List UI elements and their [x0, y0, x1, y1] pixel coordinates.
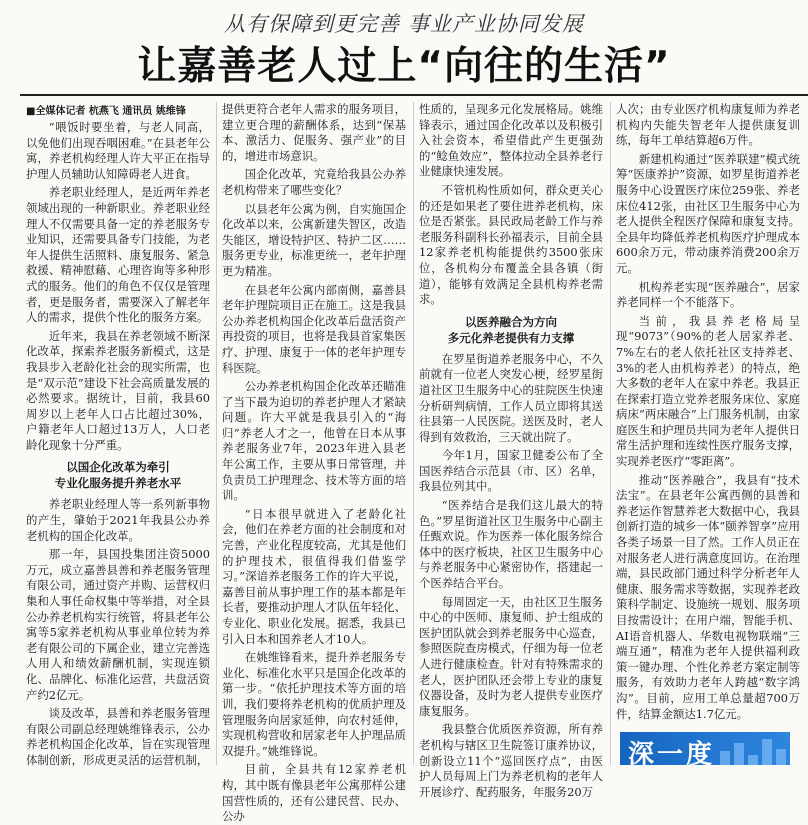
paragraph: 国企化改革，究竟给我县公办养老机构带来了哪些变化？ — [222, 167, 406, 197]
article-column-1 — [26, 102, 210, 765]
paragraph: 我县整合优质医养资源，所有养老机构与辖区卫生院签订康养协议，创新设立11个“巡回医疗点”，由医护人员每周上门为养老机构的老年人开展诊疗、配药服务，年服务20万 — [419, 722, 603, 799]
paragraph: 在姚维锋看来，提升养老服务专业化、标准化水平只是国企化改革的第一步。“依托护理技术等方面的培训，我们要将养老机构的优质护理及管理服务向居家延伸，向农村延伸，实现机构营收和居家老年人护理品质双提升。”姚维锋说。 — [222, 650, 406, 758]
paragraph: 新建机构通过“医养联建”模式统筹“医康养护”资源，如罗星街道养老服务中心设置医疗床位259张、养老床位412张，由社区卫生服务中心为老人提供全程医疗保障和康复支持。全县年均降低养老机构医疗护理成本600余万元，带动康养消费200余万元。 — [616, 151, 800, 275]
column-divider — [610, 102, 611, 765]
paragraph: 以县老年公寓为例，自实施国企化改革以来，公寓新建失智区，改造失能区，增设特护区、特护二区……服务更专业，标准更统一，老年护理更为精准。 — [222, 201, 406, 278]
article-column-4 — [616, 102, 800, 730]
paragraph: 人次；由专业医疗机构康复师为养老机构内失能失智老年人提供康复训练，每年工单结算超6万件。 — [616, 102, 800, 148]
paragraph: 不管机构性质如何，群众更关心的还是如果老了要住进养老机构，床位是否紧张。县民政局老龄工作与养老服务科副科长孙福表示，目前全县12家养老机构能提供约3500张床位，各机构分布覆盖全县各镇（街道），能够有效满足全县机构养老需求。 — [419, 182, 603, 307]
header-rule — [20, 94, 808, 96]
paragraph: 机构养老实现“医养融合”，居家养老同样一个不能落下。 — [616, 279, 800, 310]
paragraph: “医养结合是我们这儿最大的特色。”罗星街道社区卫生服务中心副主任甄欢说。作为医养一体化服务综合体中的医疗板块，社区卫生服务中心与养老服务中心紧密协作，搭建起一个医养结合平台。 — [419, 498, 603, 591]
paragraph: 那一年，县国投集团注资5000万元，成立嘉善县善和养老服务管理有限公司，通过资产并购、运营权归集和人事任命权集中等举措，对全县公办养老机构实行统管，将县老年公寓等5家养老机构从事业单位转为养老有限公司的下属企业，建立完善选人用人和绩效薪酬机制，实现连锁化、品牌化、标准化运营，共盘活资产约2亿元。 — [26, 547, 210, 702]
paragraph: 近年来，我县在养老领域不断深化改革，探索养老服务新模式，这是我县步入老龄化社会的现实所需，也是“双示范”建设下社会高质量发展的必然要求。据统计，目前，我县60周岁以上老年人口占比超过30%，户籍老年人口超过13万人，人口老龄化现象十分严重。 — [26, 328, 210, 452]
article-column-3 — [419, 102, 603, 799]
column-divider — [413, 102, 414, 765]
column-divider — [216, 102, 217, 765]
paragraph: 在县老年公寓内部南侧，嘉善县老年护理院项目正在施工。这是我县公办养老机构国企化改革后盘活资产再投资的项目，也将是我县首家集医疗、护理、康复于一体的老年护理专科医院。 — [222, 282, 406, 375]
article-column-2 — [222, 102, 406, 824]
paragraph: 公办养老机构国企化改革还瞄准了当下最为迫切的养老护理人才紧缺问题。许大平就是我县引入的“海归”养老人才之一，他曾在日本从事养老服务业7年，2023年进入县老年公寓工作，主要从事日常管理，并负责员工护理理念、技术等方面的培训。 — [222, 379, 406, 503]
paragraph: 当前，我县养老格局呈现“9073”（90%的老人居家养老、7%左右的老人依托社区支持养老、3%的老人由机构养老）的特点，绝大多数的老年人在家中养老。我县正在探索打造立党养老服务床位、家庭病床“两床融合”上门服务机制，由家庭医生和护理员共同为老年人提供日常生活护理和连续性医疗服务支撑，实现养老医疗“零距离”。 — [616, 313, 800, 469]
section-badge — [620, 732, 790, 770]
paragraph: 提供更符合老年人需求的服务项目，建立更合理的薪酬体系，达到“保基本、激活力、促服务、强产业”的目的，增进市场意识。 — [222, 102, 406, 163]
headline: 让嘉善老人过上“向往的生活” — [137, 44, 671, 89]
paragraph: 目前，全县共有12家养老机构，其中既有像县老年公寓那样公建国营性质的，还有公建民营、民办、公办 — [222, 762, 406, 824]
paragraph: “喂饭时要坐着，与老人同高，以免他们出现吞咽困难。”在县老年公寓，养老机构经理人许大平正在指导护理人员辅助认知障碍老人进食。 — [26, 120, 210, 181]
paragraph: 推动“医养融合”，我县有“技术法宝”。在县老年公寓西侧的县善和养老运作智慧养老大数据中心，我县创新打造的城乡一体“颐养智享”应用各类子场景一目了然。工作人员正在对服务老人进行满意度回访。在治理端，县民政部门通过科学分析老年人健康、服务需求等数据，实现养老政策科学制定、设施统一规划、服务项目按需设计；在用户端，智能手机、AI语音机器人、华数电视物联端“三端互通”，精准为老年人提供福利政策一键办理、个性化养老方案定制等服务，有效助力老年人跨越“数字鸿沟”。目前，应用工单总量超700万件，结算金额达1.7亿元。 — [616, 472, 800, 721]
section-badge-label: 深一度 — [628, 740, 716, 770]
byline: ■全媒体记者 杭燕飞 通讯员 姚维锋 — [26, 106, 186, 117]
paragraph: 谈及改革，县善和养老服务管理有限公司副总经理姚维锋表示，公办养老机构国企化改革，旨在实现管理体制创新，形成更灵活的运营机制， — [26, 706, 210, 767]
section-subheading: 以国企化改革为牵引 专业化服务提升养老水平 — [54, 460, 182, 491]
paragraph: 性质的，呈现多元化发展格局。姚维锋表示，通过国企化改革以及积极引入社会资本，希望借此产生更强劲的“鲶鱼效应”，整体拉动全县养老行业健康快速发展。 — [419, 102, 603, 179]
paragraph: 在罗星街道养老服务中心，不久前就有一位老人突发心梗，经罗星街道社区卫生服务中心的驻院医生快速分析研判病情，工作人员立即将其送往县第一人民医院。送医及时，老人得到有效救治，三天就出院了。 — [419, 351, 603, 444]
paragraph: 今年1月，国家卫健委公布了全国医养结合示范县（市、区）名单，我县位列其中。 — [419, 448, 603, 494]
kicker-subheadline: 从有保障到更完善 事业产业协同发展 — [224, 12, 584, 36]
paragraph: “日本很早就进入了老龄化社会，他们在养老方面的社会制度和对完善，产业化程度较高，尤其是他们的护理技术，很值得我们借鉴学习。”深谙养老服务工作的许大平说，嘉善目前从事护理工作的基本都是年长者，要推动护理人才队伍年轻化、专业化、职业化发展。据悉，我县已引入日本和国养老人才10人。 — [222, 506, 406, 646]
paragraph: 养老职业经理人，是近两年养老领域出现的一种新职业。养老职业经理人不仅需要具备一定的养老服务专业知识，还需要具备专门技能，为老年人提供生活照料、康复服务、紧急救援、精神慰藉、心理咨询等多种形式的服务。他们的角色不仅仅是管理者，更是服务者，需要深入了解老年人的需求，提供个性化的服务方案。 — [26, 185, 210, 325]
section-subheading: 以医养融合为方向 多元化养老提供有力支撑 — [447, 314, 575, 345]
paragraph: 每周固定一天，由社区卫生服务中心的中医师、康复师、护士组成的医护团队就会到养老服务中心巡查，参照医院查房模式，仔细为每一位老人进行健康检查。针对有特殊需求的老人，医护团队还会带上专业的康复仪器设备，及时为老人提供专业医疗康复服务。 — [419, 594, 603, 718]
paragraph: 养老职业经理人等一系列新事物的产生，肇始于2021年我县公办养老机构的国企化改革。 — [26, 497, 210, 543]
